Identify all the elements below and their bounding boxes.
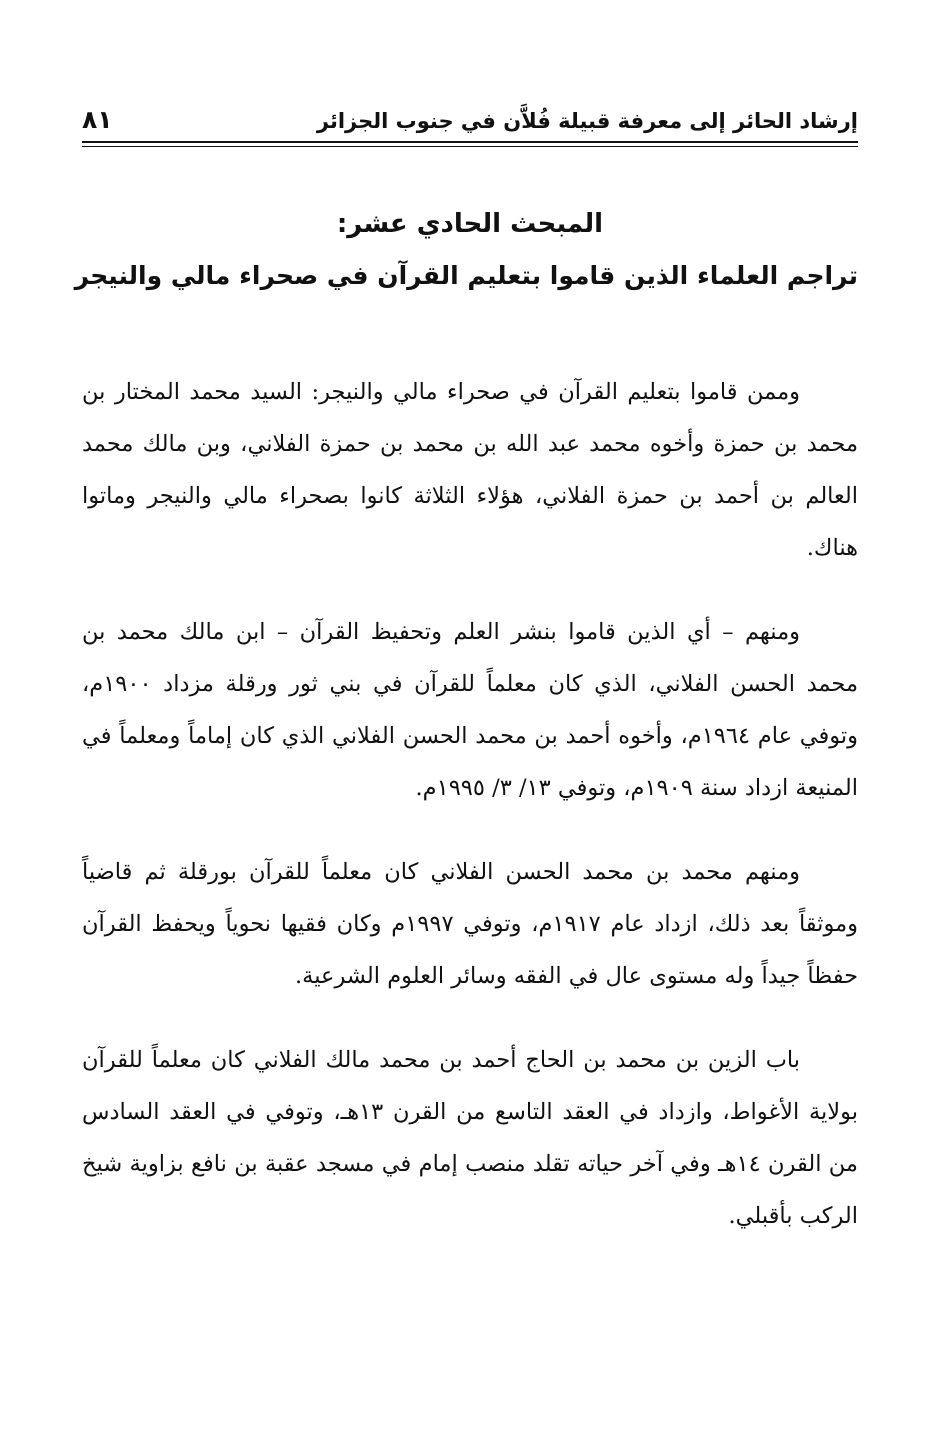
chapter-number: المبحث الحادي عشر: — [336, 209, 604, 239]
page-number: ٨١ — [82, 105, 113, 134]
chapter-title: تراجم العلماء الذين قاموا بتعليم القرآن في صحراء مالي والنيجر — [74, 261, 858, 290]
running-header — [82, 92, 858, 132]
paragraph-2: ومنهم – أي الذين قاموا بنشر العلم وتحفيظ القرآن – ابن مالك محمد بن محمد الحسن الفلاني، الذي كان معلماً للقرآن في بني ثور ورقلة مزداد ١٩٠٠م، وتوفي عام ١٩٦٤م، وأخوه أحمد بن محمد الحسن الفلاني الذي كان إماماً ومعلماً في المنيعة ازداد سنة ١٩٠٩م، وتوفي ١٣/ ٣/ ١٩٩٥م. — [82, 619, 859, 801]
paragraph-3: ومنهم محمد بن محمد الحسن الفلاني كان معلماً للقرآن بورقلة ثم قاضياً وموثقاً بعد ذلك، ازداد عام ١٩١٧م، وتوفي ١٩٩٧م وكان فقيها نحوياً ويحفظ القرآن حفظاً جيداً وله مستوى عال في الفقه وسائر العلوم الشرعية. — [82, 859, 858, 989]
header-divider — [82, 141, 858, 147]
paragraph-1: وممن قاموا بتعليم القرآن في صحراء مالي والنيجر: السيد محمد المختار بن محمد بن حمزة وأخوه محمد عبد الله بن محمد بن حمزة الفلاني، وبن مالك محمد العالم بن أحمد بن حمزة الفلاني، هؤلاء الثلاثة كانوا بصحراء مالي والنيجر وماتوا هناك. — [82, 379, 858, 561]
book-title: إرشاد الحائر إلى معرفة قبيلة فُلاَّن في جنوب الجزائر — [316, 109, 858, 133]
chapter-heading — [74, 198, 858, 302]
paragraph-4: باب الزين بن محمد بن الحاج أحمد بن محمد مالك الفلاني كان معلماً للقرآن بولاية الأغواط، وازداد في العقد التاسع من القرن ١٣هـ، وتوفي في العقد السادس من القرن ١٤هـ وفي آخر حياته تقلد منصب إمام في مسجد عقبة بن نافع بزاوية شيخ الركب بأقبلي. — [82, 1047, 858, 1229]
body-text — [82, 366, 858, 1274]
